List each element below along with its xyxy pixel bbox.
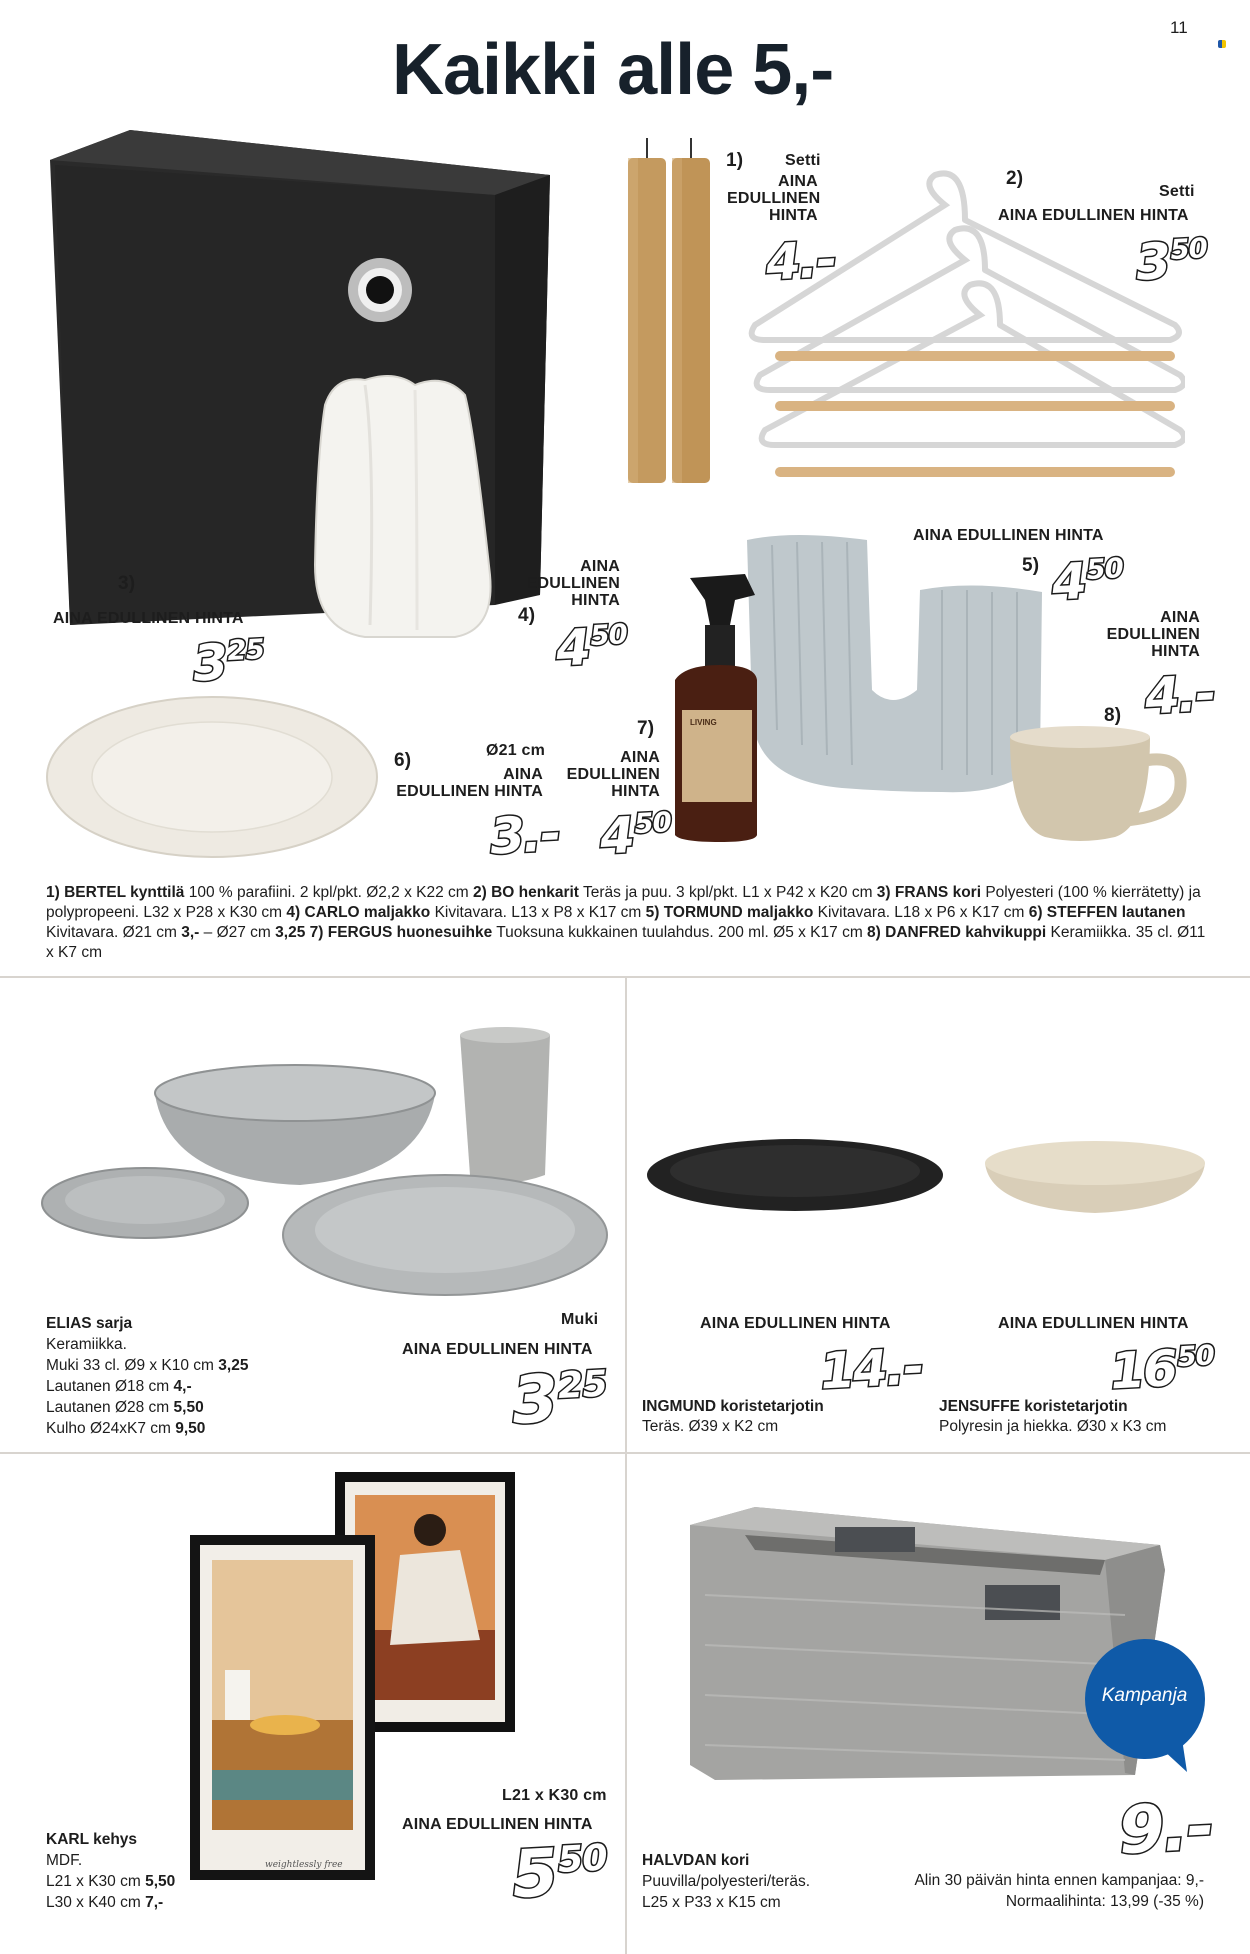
spray-label-text: LIVING	[690, 718, 717, 727]
p4-badge-line1: AINA	[580, 558, 620, 575]
elias-description	[46, 1313, 306, 1439]
p2-badge: AINA EDULLINEN HINTA	[998, 207, 1189, 224]
p3-price: $3^{25}$	[189, 633, 266, 693]
p3-badge: AINA EDULLINEN HINTA	[53, 610, 244, 627]
halvdan-prior-price: Alin 30 päivän hinta ennen kampanjaa: 9,-	[914, 1872, 1204, 1889]
brand-dot	[1218, 40, 1226, 48]
p6-badge-line1: AINA	[503, 766, 543, 783]
campaign-label: Kampanja	[1101, 1685, 1188, 1706]
p7-badge-line2: EDULLINEN	[566, 766, 660, 783]
jensuffe-name: JENSUFFE koristetarjotin	[939, 1398, 1128, 1415]
karl-size-label: L21 x K30 cm	[502, 1787, 607, 1804]
ingmund-price: 14.-	[816, 1337, 926, 1401]
p1-price: 4.-	[762, 230, 839, 292]
karl-material: MDF.	[46, 1852, 83, 1869]
p7-badge-line3: HINTA	[611, 783, 660, 800]
ingmund-tray-image	[645, 1135, 945, 1215]
jensuffe-badge: AINA EDULLINEN HINTA	[998, 1315, 1189, 1332]
ingmund-description	[642, 1397, 942, 1437]
halvdan-normal-price: Normaalihinta: 13,99 (-35 %)	[1005, 1893, 1204, 1910]
jensuffe-description	[939, 1397, 1239, 1437]
elias-name: ELIAS sarja	[46, 1315, 133, 1332]
elias-material: Keramiikka.	[46, 1336, 127, 1353]
fergus-spray-image	[665, 570, 765, 845]
tormund-vase-image	[742, 530, 1047, 800]
p1-badge-line3: HINTA	[769, 207, 818, 224]
elias-set-image	[40, 1025, 620, 1300]
page-number: 11	[1170, 18, 1188, 37]
p2-setti: Setti	[1159, 183, 1195, 200]
p8-number: 8)	[1104, 705, 1122, 726]
p5-price: $4^{50}$	[1048, 552, 1125, 612]
ingmund-name: INGMUND koristetarjotin	[642, 1398, 824, 1415]
ingmund-badge: AINA EDULLINEN HINTA	[700, 1315, 891, 1332]
jensuffe-tray-image	[980, 1133, 1210, 1218]
p4-badge-line2: EDULLINEN	[526, 575, 620, 592]
p3-number: 3)	[118, 573, 136, 594]
p5-number: 5)	[1022, 555, 1040, 576]
p2-number: 2)	[1006, 168, 1024, 189]
elias-line-1: Muki 33 cl. Ø9 x K10 cm 3,25	[46, 1357, 249, 1374]
elias-line-4: Kulho Ø24xK7 cm 9,50	[46, 1420, 206, 1437]
danfred-cup-image	[1005, 725, 1190, 845]
steffen-plate-image	[45, 695, 380, 860]
halvdan-price: 9.-	[1113, 1787, 1217, 1870]
p1-badge-line2: EDULLINEN	[727, 190, 821, 207]
karl-line-2: L30 x K40 cm 7,-	[46, 1894, 164, 1911]
p2-price: $3^{50}$	[1132, 232, 1209, 292]
elias-line-3: Lautanen Ø28 cm 5,50	[46, 1399, 204, 1416]
p5-badge: AINA EDULLINEN HINTA	[913, 527, 1104, 544]
elias-muki-label: Muki	[561, 1311, 599, 1328]
elias-price: $3^{25}$	[506, 1360, 610, 1440]
karl-signature: weightlessly free	[265, 1860, 343, 1870]
p1-badge-line1: AINA	[778, 173, 818, 190]
karl-price: $5^{50}$	[506, 1834, 610, 1914]
karl-line-1: L21 x K30 cm 5,50	[46, 1873, 176, 1890]
p8-badge-line3: HINTA	[1151, 643, 1200, 660]
p6-badge-line2: EDULLINEN HINTA	[396, 783, 543, 800]
p7-badge-line1: AINA	[620, 749, 660, 766]
karl-name: KARL kehys	[46, 1831, 138, 1848]
page-headline: Kaikki alle 5,-	[392, 30, 834, 110]
top-description: 1) BERTEL kynttilä 100 % parafiini. 2 kpl/pkt. Ø2,2 x K22 cm 2) BO henkarit Teräs ja puu. 3 kpl/pkt. L1 x P42 x K20 cm 3) FRANS kori Polyesteri (100 % kierrätetty) ja polypropeeni. L32 x P28 x K30 cm 4) CARLO maljakko Kivitavara. L13 x P8 x K17 cm 5) TORMUND maljakko Kivitavara. L18 x P6 x K17 cm 6) STEFFEN lautanen Kivitavara. Ø21 cm 3,- – Ø27 cm 3,25 7) FERGUS huonesuihke Tuoksuna kukkainen tuulahdus. 200 ml. Ø5 x K17 cm 8) DANFRED kahvikuppi Keramiikka. 35 cl. Ø11 x K7 cm	[46, 884, 1206, 961]
p4-badge-line3: HINTA	[571, 592, 620, 609]
jensuffe-price: $16^{50}$	[1106, 1339, 1216, 1401]
p6-price: 3.-	[486, 804, 563, 866]
p8-badge-line1: AINA	[1160, 609, 1200, 626]
elias-line-2: Lautanen Ø18 cm 4,-	[46, 1378, 192, 1395]
bertel-candles-image	[620, 138, 720, 488]
halvdan-size: L25 x P33 x K15 cm	[642, 1894, 781, 1911]
elias-badge: AINA EDULLINEN HINTA	[402, 1341, 593, 1358]
p8-price: 4.-	[1141, 664, 1218, 726]
karl-badge: AINA EDULLINEN HINTA	[402, 1816, 593, 1833]
carlo-vase-image	[305, 375, 515, 645]
ingmund-spec: Teräs. Ø39 x K2 cm	[642, 1418, 779, 1435]
p7-price: $4^{50}$	[596, 806, 673, 866]
karl-description	[46, 1829, 306, 1913]
p1-number: 1)	[726, 150, 744, 171]
p6-size: Ø21 cm	[486, 742, 546, 759]
p7-number: 7)	[637, 718, 655, 739]
halvdan-name: HALVDAN kori	[642, 1852, 750, 1869]
divider-middle	[0, 1452, 1250, 1454]
p4-price: $4^{50}$	[552, 618, 629, 678]
jensuffe-spec: Polyresin ja hiekka. Ø30 x K3 cm	[939, 1418, 1167, 1435]
p6-number: 6)	[394, 750, 412, 771]
divider-mid-vertical	[625, 976, 627, 1954]
halvdan-material: Puuvilla/polyesteri/teräs.	[642, 1873, 810, 1890]
p8-badge-line2: EDULLINEN	[1106, 626, 1200, 643]
p4-number: 4)	[518, 605, 536, 626]
p1-setti: Setti	[785, 152, 821, 169]
